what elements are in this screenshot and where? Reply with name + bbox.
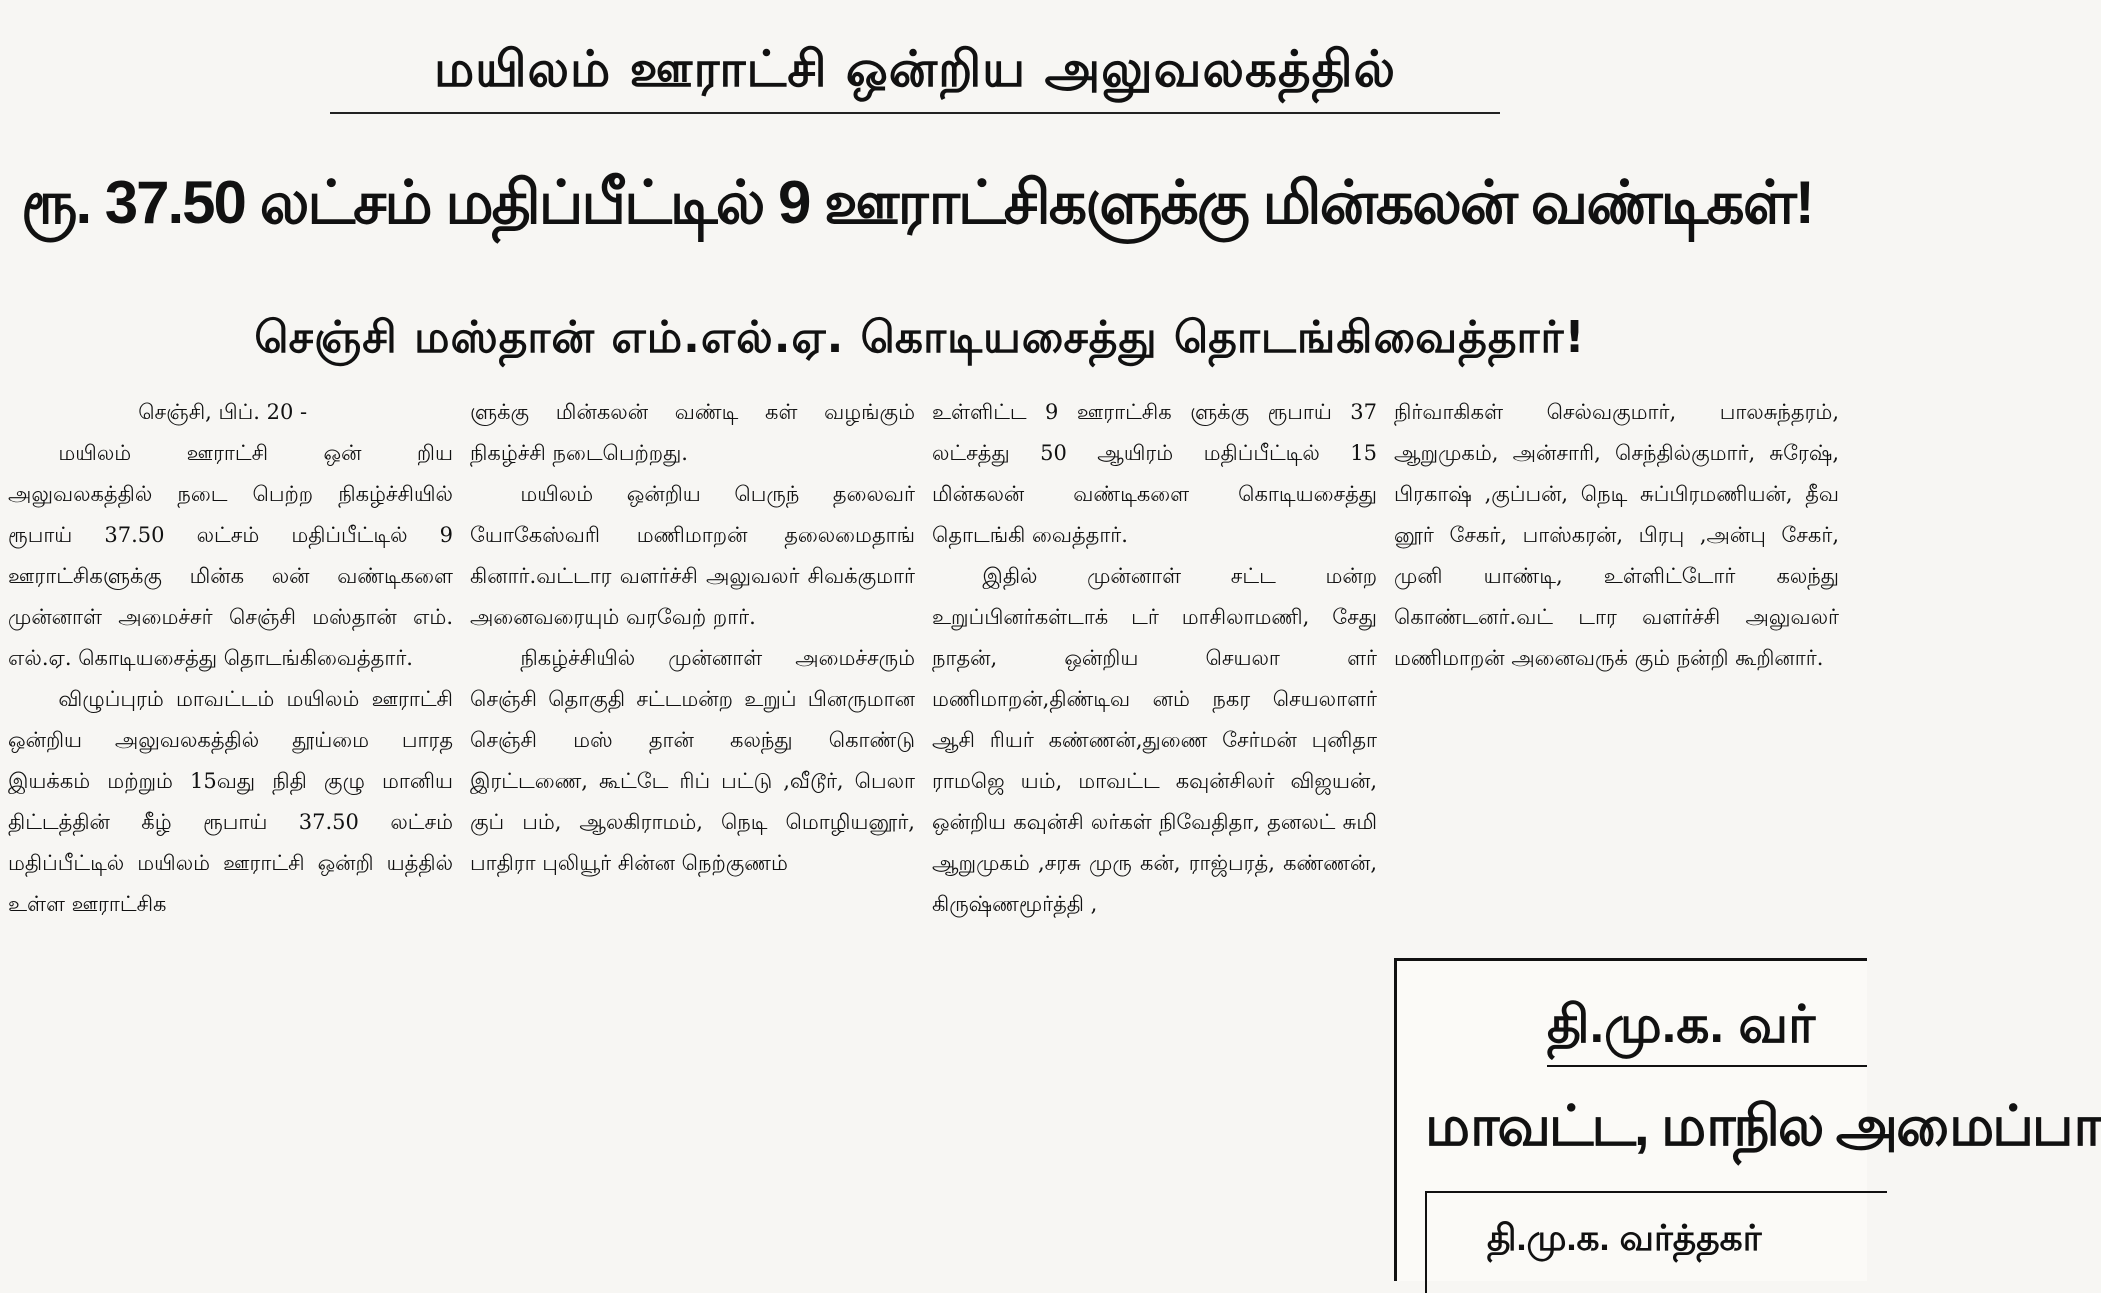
kicker-headline: மயிலம் ஊராட்சி ஒன்றிய அலுவலகத்தில் <box>433 40 1397 98</box>
kicker-underline <box>330 112 1500 114</box>
adjacent-ad-box <box>1394 958 2101 1281</box>
article-column-2 <box>470 392 915 1254</box>
article-paragraph: நிர்வாகிகள் செல்வகுமார், பாலசுந்தரம், ஆறுமுகம், அன்சாரி, செந்தில்குமார், சுரேஷ், பிரகாஷ் ,குப்பன், நெடி சுப்பிரமணியன், தீவ னூர் சேகர், பாஸ்கரன், பிரபு ,அன்பு சேகர், முனி யாண்டி, உள்ளிட்டோர் கலந்து கொண்டனர்.வட் டார வளர்ச்சி அலுவலர் மணிமாறன் அனைவருக் கும் நன்றி கூறினார். <box>1394 400 1839 670</box>
article-paragraph: நிகழ்ச்சியில் முன்னாள் அமைச்சரும் செஞ்சி தொகுதி சட்டமன்ற உறுப் பினருமான செஞ்சி மஸ் தான் கலந்து கொண்டு இரட்டணை, கூட்டே ரிப் பட்டு ,வீடூர், பெலா குப் பம், ஆலகிராமம், நெடி மொழியனூர், பாதிரா புலியூர் சின்ன நெற்குணம் <box>470 646 915 875</box>
article-paragraph: விழுப்புரம் மாவட்டம் மயிலம் ஊராட்சி ஒன்றிய அலுவலகத்தில் தூய்மை பாரத இயக்கம் மற்றும் 15வது நிதி குழு மானிய திட்டத்தின் கீழ் ரூபாய் 37.50 லட்சம் மதிப்பீட்டில் மயிலம் ஊராட்சி ஒன்றி யத்தில் உள்ள ஊராட்சிக <box>8 687 453 916</box>
ad-title-underline <box>1547 1065 1867 1067</box>
article-column-3 <box>932 392 1377 1254</box>
ad-subtitle: மாவட்ட, மாநில அமைப்பா <box>1425 1094 2101 1157</box>
ad-inner-box <box>1425 1191 1887 1293</box>
article-paragraph: உள்ளிட்ட 9 ஊராட்சிக ளுக்கு ரூபாய் 37 லட்சத்து 50 ஆயிரம் மதிப்பீட்டில் 15 மின்கலன் வண்டிகளை கொடியசைத்து தொடங்கி வைத்தார். <box>932 400 1377 547</box>
dateline: செஞ்சி, பிப். 20 - <box>138 400 308 424</box>
article-column-4 <box>1394 392 1839 892</box>
article-paragraph: ளுக்கு மின்கலன் வண்டி கள் வழங்கும் நிகழ்ச்சி நடைபெற்றது. <box>470 400 915 465</box>
article-paragraph: மயிலம் ஊராட்சி ஒன் றிய அலுவலகத்தில் நடை பெற்ற நிகழ்ச்சியில் ரூபாய் 37.50 லட்சம் மதிப்பீட்டில் 9 ஊராட்சிகளுக்கு மின்க லன் வண்டிகளை முன்னாள் அமைச்சர் செஞ்சி மஸ்தான் எம். எல்.ஏ. கொடியசைத்து தொடங்கிவைத்தார். <box>8 441 453 670</box>
article-paragraph: மயிலம் ஒன்றிய பெருந் தலைவர் யோகேஸ்வரி மணிமாறன் தலைமைதாங் கினார்.வட்டார வளர்ச்சி அலுவலர் சிவக்குமார் அனைவரையும் வரவேற் றார். <box>470 482 915 629</box>
article-column-1 <box>8 392 453 1254</box>
ad-title: தி.மு.க. வர் <box>1547 996 1816 1054</box>
article-paragraph: இதில் முன்னாள் சட்ட மன்ற உறுப்பினர்கள்டாக் டர் மாசிலாமணி, சேது நாதன், ஒன்றிய செயலா ளர் மணிமாறன்,திண்டிவ னம் நகர செயலாளர் ஆசி ரியர் கண்ணன்,துணை சேர்மன் புனிதா ராமஜெ யம், மாவட்ட கவுன்சிலர் விஜயன், ஒன்றிய கவுன்சி லர்கள் நிவேதிதா, தனலட் சுமி ஆறுமுகம் ,சரசு முரு கன், ராஜ்பரத், கண்ணன், கிருஷ்ணமூர்த்தி , <box>932 564 1377 916</box>
ad-inner-line: தி.மு.க. வர்த்தகர் <box>1487 1217 1762 1258</box>
main-headline: ரூ. 37.50 லட்சம் மதிப்பீட்டில் 9 ஊராட்சிகளுக்கு மின்கலன் வண்டிகள்! <box>21 169 1813 236</box>
subheadline: செஞ்சி மஸ்தான் எம்.எல்.ஏ. கொடியசைத்து தொடங்கிவைத்தார்! <box>254 312 1586 363</box>
